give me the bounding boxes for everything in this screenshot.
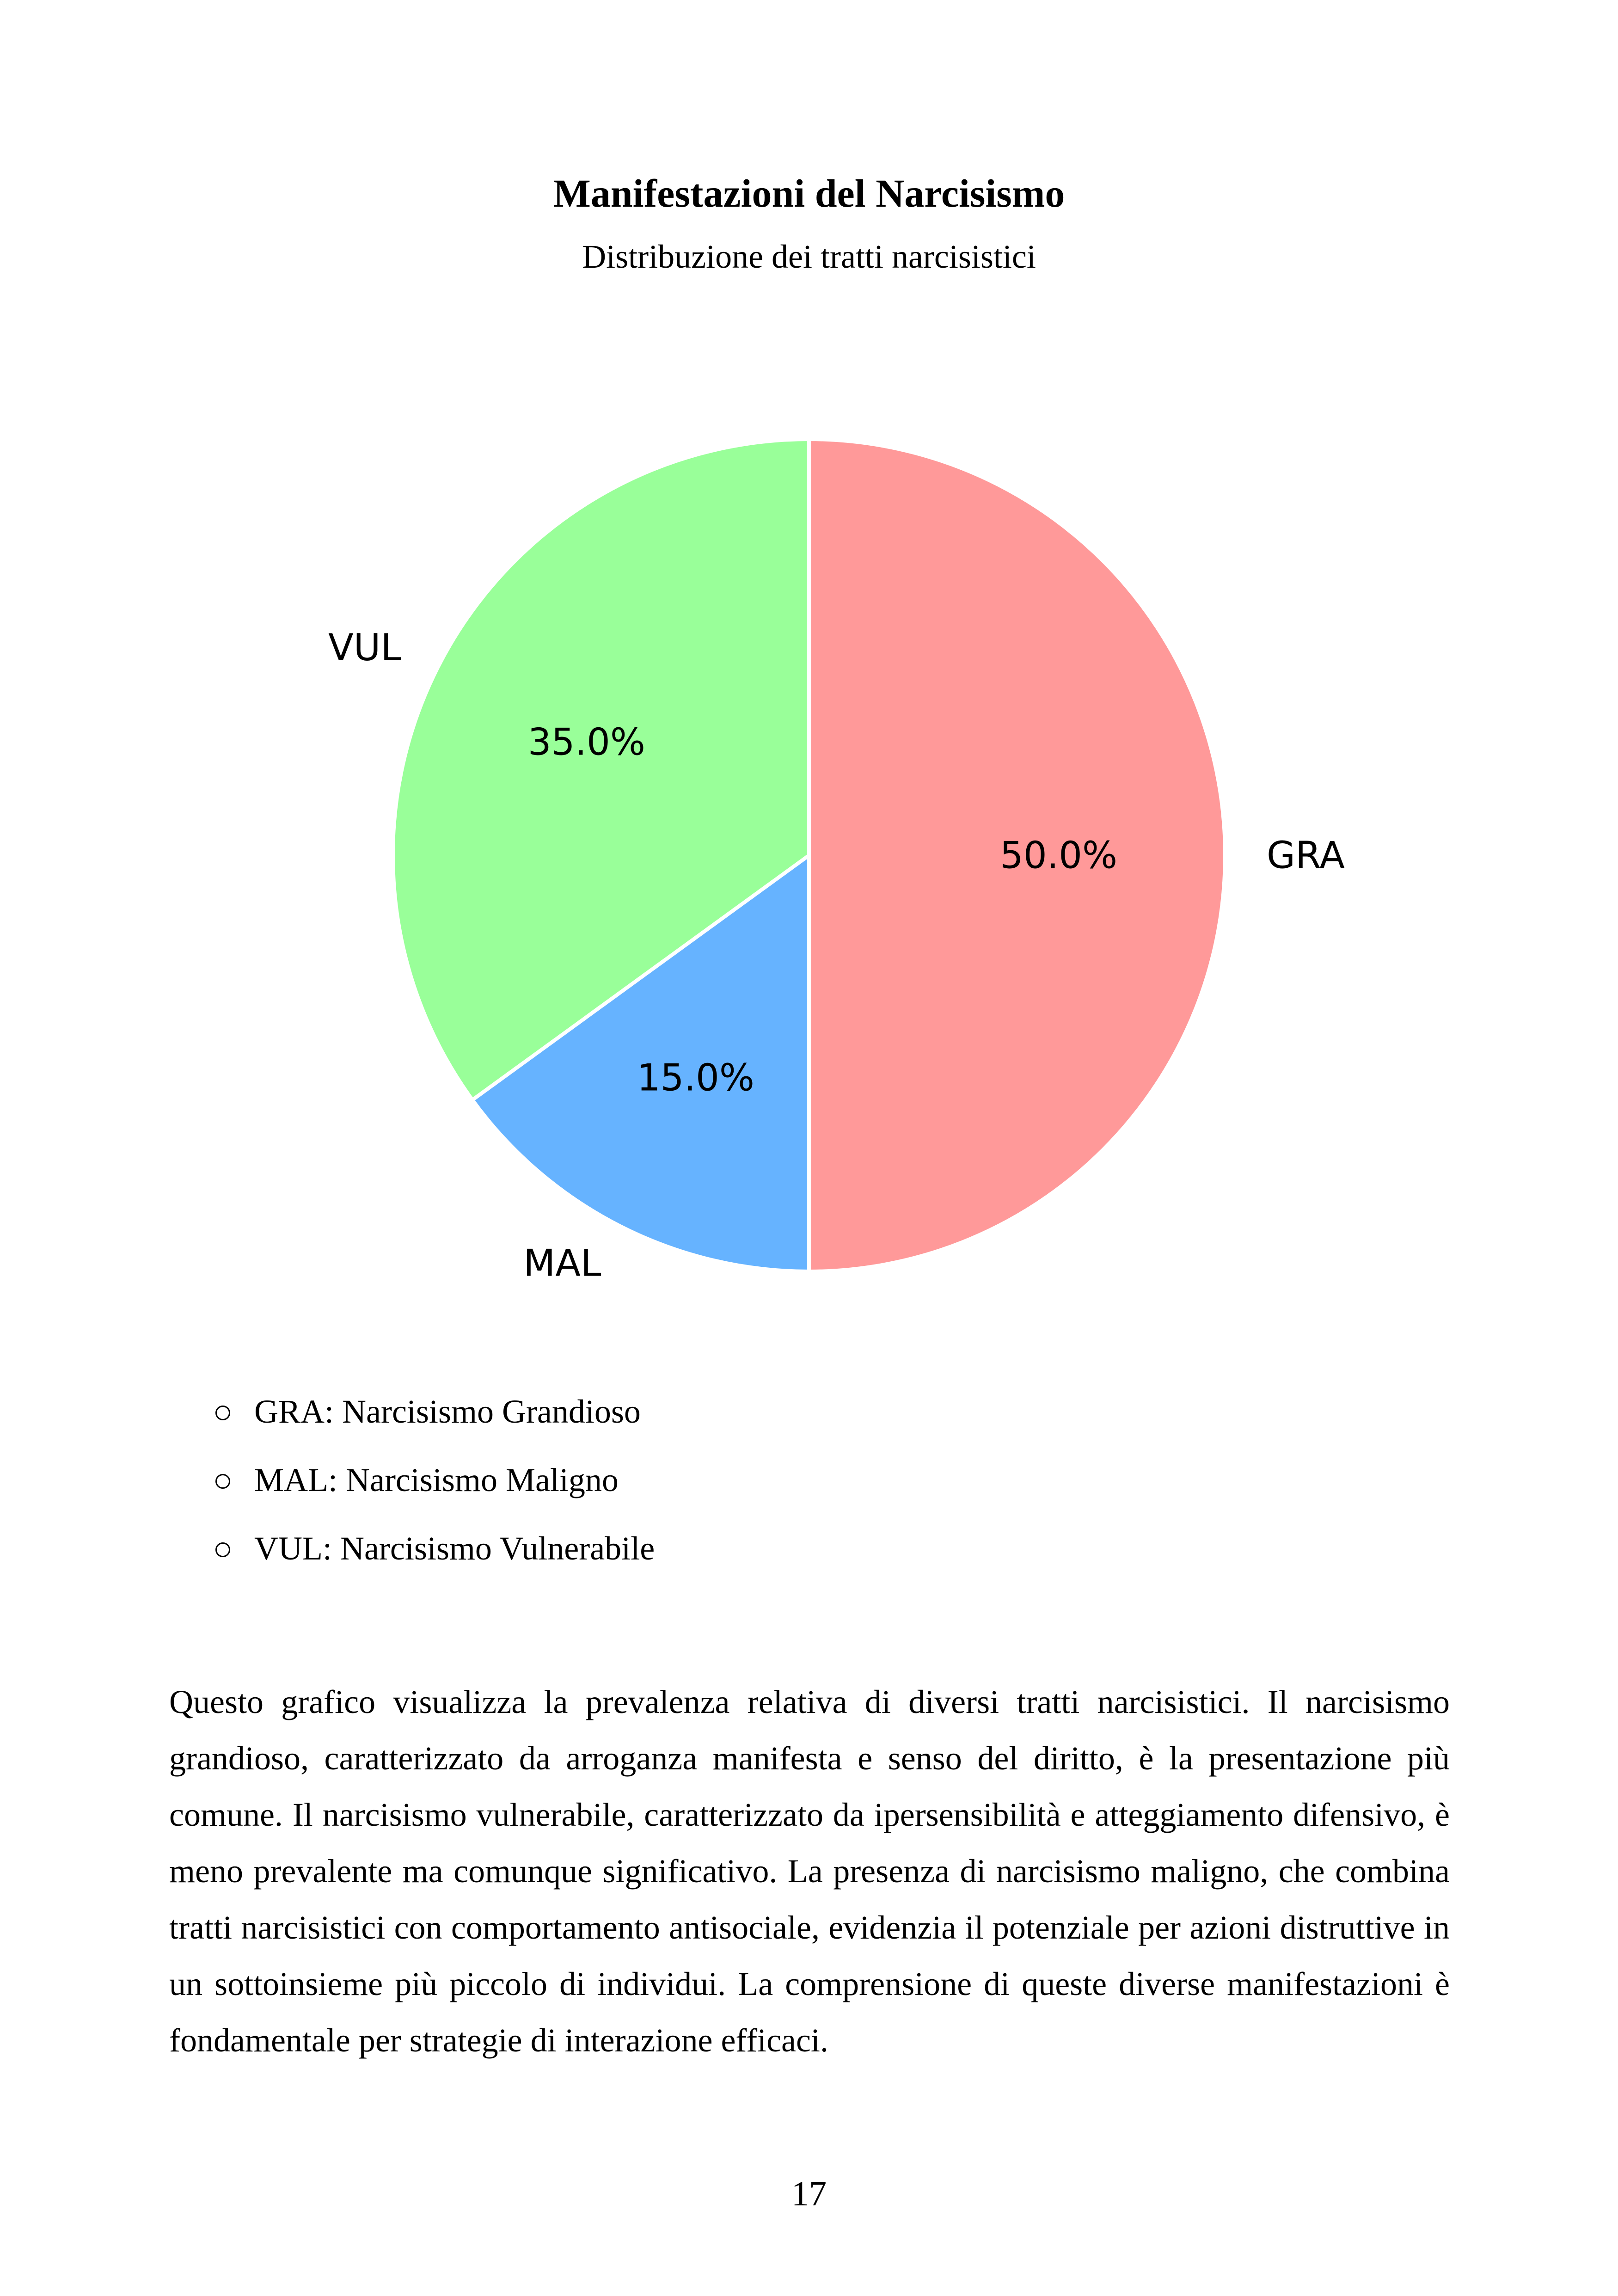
legend-list bbox=[212, 1392, 655, 1597]
legend-item-label: MAL: Narcisismo Maligno bbox=[254, 1461, 619, 1498]
circle-bullet-icon bbox=[215, 1406, 230, 1420]
slice-category-label: VUL bbox=[328, 626, 401, 669]
legend-item-vul bbox=[212, 1529, 655, 1568]
slice-value-label: 15.0% bbox=[637, 1056, 754, 1099]
legend-item-mal bbox=[212, 1460, 655, 1500]
slice-value-label: 35.0% bbox=[527, 720, 645, 764]
slice-category-label: MAL bbox=[523, 1241, 601, 1285]
page-number: 17 bbox=[791, 2174, 827, 2213]
slice-category-label: GRA bbox=[1267, 834, 1345, 877]
circle-bullet-icon bbox=[215, 1474, 230, 1489]
legend-item-label: GRA: Narcisismo Grandioso bbox=[254, 1393, 641, 1430]
slice-value-label: 50.0% bbox=[999, 834, 1118, 877]
circle-bullet-icon bbox=[215, 1542, 230, 1557]
legend-item-label: VUL: Narcisismo Vulnerabile bbox=[254, 1530, 655, 1567]
chart-subtitle: Distribuzione dei tratti narcisistici bbox=[582, 238, 1036, 275]
description-paragraph: Questo grafico visualizza la prevalenza relativa di diversi tratti narcisistici. Il narcisismo grandioso, caratterizzato da arroganza manifesta e senso del diritto, è la presentazione più comune. Il narcisismo vulnerabile, caratterizzato da ipersensibilità e atteggiamento difensivo, è meno prevalente ma comunque significativo. La presenza di narcisismo maligno, che combina tratti narcisistici con comportamento antisociale, evidenzia il potenziale per azioni distruttive in un sottoinsieme più piccolo di individui. La comprensione di queste diverse manifestazioni è fondamentale per strategie di interazione efficaci. bbox=[169, 1683, 1450, 2059]
chart-title: Manifestazioni del Narcisismo bbox=[553, 171, 1065, 215]
legend-item-gra bbox=[212, 1392, 655, 1431]
